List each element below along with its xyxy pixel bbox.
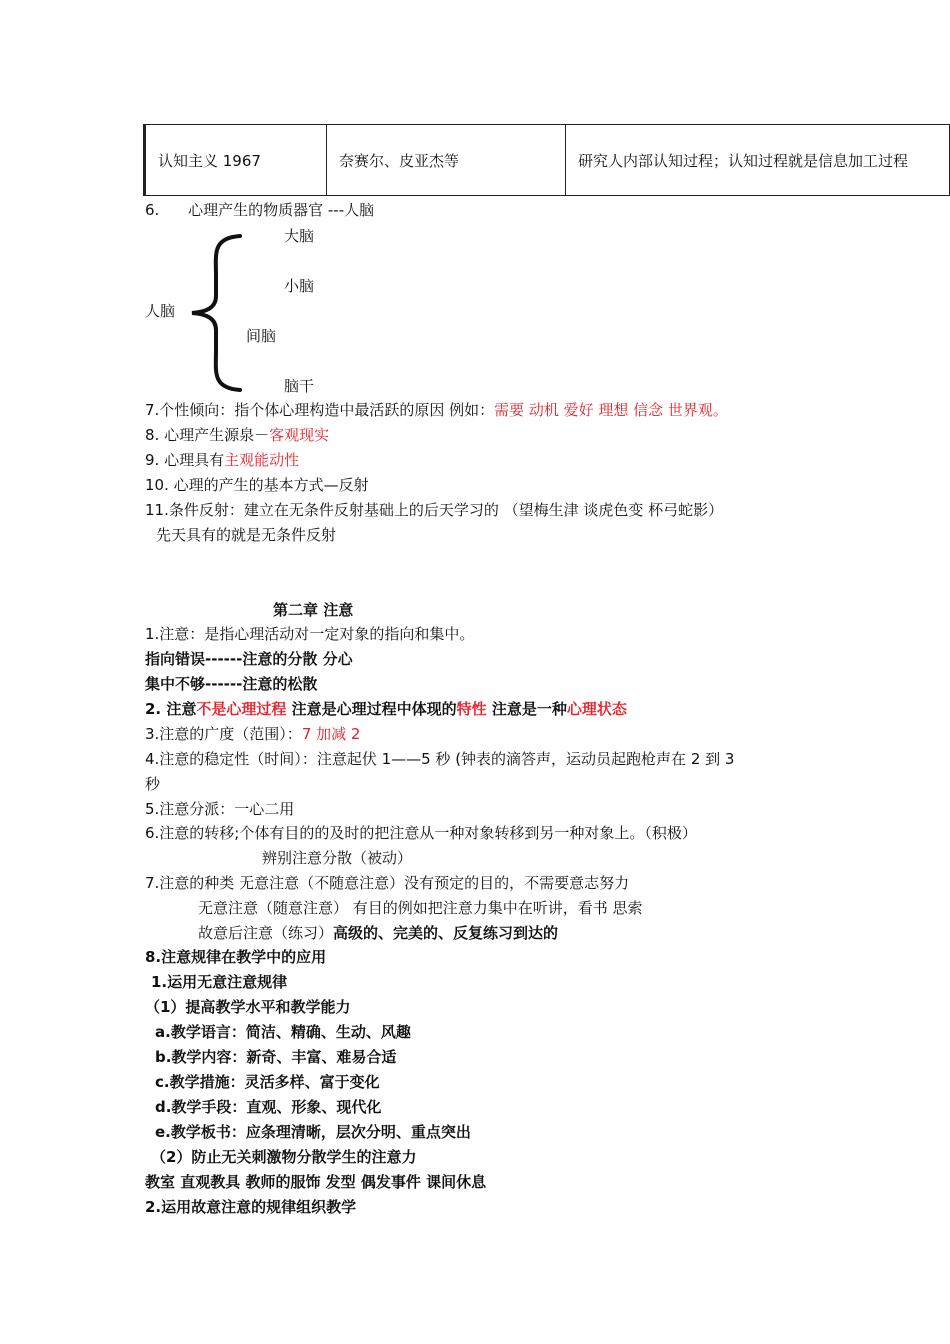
- item-7-examples: 需要 动机 爱好 理想 信念 世界观。: [494, 401, 728, 419]
- attention-distribution: 5.注意分派：一心二用: [145, 800, 295, 818]
- item-7-text: 7.个性倾向：指个体心理构造中最活跃的原因 例如：: [145, 401, 495, 419]
- list-item: e.教学板书：应条理清晰，层次分明、重点突出: [155, 1123, 471, 1141]
- attention-shift-note: 辨别注意分散（被动）: [262, 849, 413, 867]
- attention-shift: 6.注意的转移;个体有目的的及时的把注意从一种对象转移到另一种对象上。（积极）: [145, 824, 697, 842]
- item-11: 11.条件反射：建立在无条件反射基础上的后天学习的 （望梅生津 谈虎色变 杯弓蛇影）: [145, 501, 724, 519]
- table-cell-description: 研究人内部认知过程；认知过程就是信息加工过程: [566, 125, 950, 196]
- attention-types-post: [198, 923, 558, 943]
- attention-slack: 集中不够------注意的松散: [145, 675, 318, 693]
- chapter-title: 第二章 注意: [273, 601, 354, 619]
- brain-part-brainstem: 脑干: [284, 377, 315, 395]
- item-7: [145, 400, 728, 420]
- distraction-list: 教室 直观教具 教师的服饰 发型 偶发事件 课间休息: [145, 1173, 487, 1191]
- theory-table: [143, 124, 950, 196]
- item-10: 10. 心理的产生的基本方式—反射: [145, 476, 369, 494]
- brain-root: 人脑: [145, 302, 176, 320]
- attention-stability: 4.注意的稳定性（时间）：注意起伏 1——5 秒 (钟表的滴答声，运动员起跑枪声在 2 到 3: [145, 750, 735, 768]
- attention-span: [145, 724, 360, 744]
- item-6-text: 心理产生的物质器官 ---人脑: [188, 201, 375, 219]
- brain-part-cerebrum: 大脑: [284, 227, 315, 245]
- attention-nature: [145, 699, 627, 719]
- section-8-1-1: （1）提高教学水平和教学能力: [145, 998, 351, 1016]
- item-9-highlight: 主观能动性: [224, 451, 300, 469]
- table-cell-people: 奈赛尔、皮亚杰等: [327, 125, 566, 196]
- section-8-1-2: （2）防止无关刺激物分散学生的注意力: [151, 1148, 417, 1166]
- item-6: [145, 200, 374, 220]
- list-item: d.教学手段：直观、形象、现代化: [155, 1098, 382, 1116]
- attention-types: 7.注意的种类 无意注意（不随意注意）没有预定的目的，不需要意志努力: [145, 874, 630, 892]
- attention-nature-highlight-2: 特性: [456, 700, 487, 718]
- attention-nature-text-3: 注意是一种: [486, 700, 567, 718]
- attention-stability-cont: 秒: [145, 775, 161, 793]
- attention-types-post-bold: 高级的、完美的、反复练习到达的: [333, 924, 559, 942]
- attention-nature-highlight-1: 不是心理过程: [196, 700, 287, 718]
- table-cell-school: 认知主义 1967: [145, 125, 327, 196]
- attention-span-text: 3.注意的广度（范围）：: [145, 725, 302, 743]
- attention-definition: 1.注意：是指心理活动对一定对象的指向和集中。: [145, 625, 475, 643]
- item-9: [145, 450, 299, 470]
- item-11-note: 先天具有的就是无条件反射: [156, 526, 337, 544]
- list-item: b.教学内容：新奇、丰富、难易合适: [155, 1048, 397, 1066]
- item-8: [145, 425, 329, 445]
- brain-part-diencephalon: 间脑: [246, 327, 277, 345]
- attention-dispersion: 指向错误------注意的分散 分心: [145, 650, 353, 668]
- section-8-1: 1.运用无意注意规律: [151, 973, 288, 991]
- section-8-2: 2.运用故意注意的规律组织教学: [145, 1198, 357, 1216]
- curly-brace-icon: [188, 232, 244, 394]
- attention-nature-text-1: 2. 注意: [145, 700, 197, 718]
- section-8-title: 8.注意规律在教学中的应用: [145, 948, 327, 966]
- attention-types-post-text: 故意后注意（练习）: [198, 924, 334, 942]
- brain-part-cerebellum: 小脑: [284, 277, 315, 295]
- attention-span-highlight: 7 加减 2: [301, 725, 361, 743]
- list-item: c.教学措施：灵活多样、富于变化: [155, 1073, 380, 1091]
- list-item: a.教学语言：简洁、精确、生动、风趣: [155, 1023, 411, 1041]
- table-row: [145, 125, 950, 196]
- item-9-text: 9. 心理具有: [145, 451, 225, 469]
- attention-nature-highlight-3: 心理状态: [566, 700, 627, 718]
- attention-types-voluntary: 无意注意（随意注意） 有目的例如把注意力集中在听讲，看书 思索: [198, 899, 643, 917]
- item-8-text: 8. 心理产生源泉－: [145, 426, 270, 444]
- item-6-number: 6.: [145, 201, 160, 219]
- attention-nature-text-2: 注意是心理过程中体现的: [286, 700, 457, 718]
- item-8-highlight: 客观现实: [269, 426, 330, 444]
